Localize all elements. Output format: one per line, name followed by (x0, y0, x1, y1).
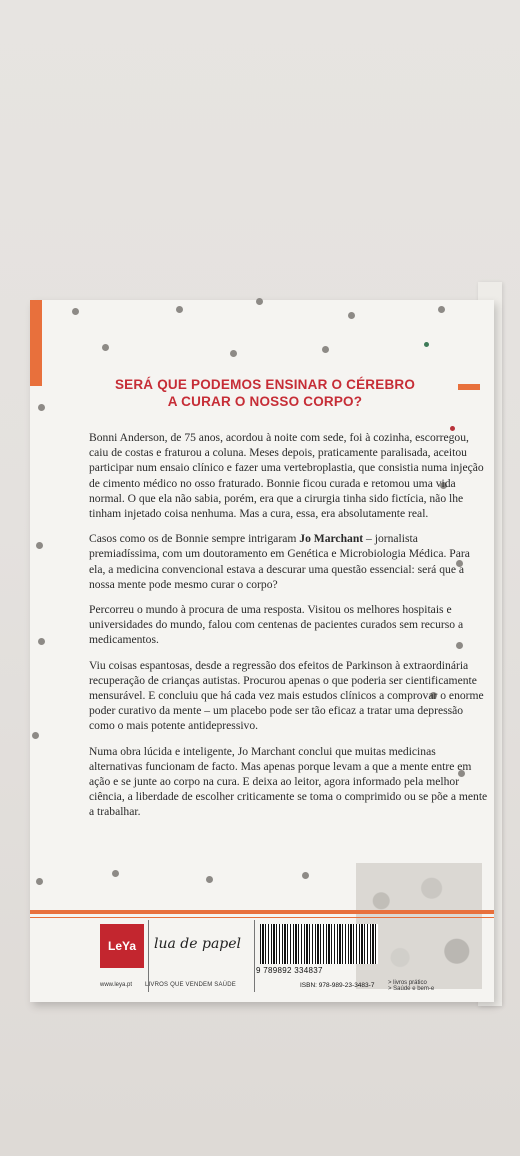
decor-dot (230, 350, 237, 357)
decor-dot (36, 542, 43, 549)
sticker-line-1: > livros prático (388, 980, 427, 986)
decor-dot (102, 344, 109, 351)
orange-accent-right (458, 384, 480, 390)
decor-dot (438, 306, 445, 313)
leya-logo: LeYa (100, 924, 144, 968)
decor-dot (256, 298, 263, 305)
paragraph-2-start: Casos como os de Bonnie sempre intrigaram (89, 532, 300, 546)
paragraph-5: Numa obra lúcida e inteligente, Jo Marchant conclui que muitas medicinas alternativas funcionam de facto. Mas apenas porque levam a que a mente entre em ação e se junte ao corpo na cura. E deixa ao leitor, agora informado pela melhor ciência, a liberdade de escolher criticamente se toma o comprimido ou se põe a mente a trabalhar. (89, 744, 488, 819)
paragraph-3: Percorreu o mundo à procura de uma resposta. Visitou os melhores hospitais e universidades do mundo, falou com centenas de pacientes curados sem recurso a medicamentos. (89, 603, 464, 647)
orange-accent-left (30, 300, 42, 386)
imprint-tagline: LIVROS QUE VENDEM SAÚDE (145, 982, 236, 988)
decor-dot (322, 346, 329, 353)
footer-orange-thin-line (30, 917, 494, 918)
decor-dot-green (424, 342, 429, 347)
publisher-url: www.leya.pt (100, 982, 133, 988)
paragraph-4: Viu coisas espantosas, desde a regressão dos efeitos de Parkinson à extraordinária recuperação de crianças autistas. Procurou apenas o que poderia ser cientificamente mensurável. E concluiu que há cada vez mais estudos clínicos a comprovar o enorme poder curativo da mente – um placebo pode ser tão eficaz a tratar uma depressão como o mais potente antidepressivo. (89, 658, 484, 733)
sticker-text (388, 980, 434, 992)
decor-dot (348, 312, 355, 319)
decor-dot (38, 404, 45, 411)
author-name: Jo Marchant (299, 532, 364, 546)
decor-dot (32, 732, 39, 739)
headline-line-1: SERÁ QUE PODEMOS ENSINAR O CÉREBRO (114, 377, 416, 392)
decor-dot (112, 870, 119, 877)
paragraph-2 (89, 531, 489, 592)
decor-dot (176, 306, 183, 313)
barcode-number: 9 789892 334837 (256, 966, 323, 975)
footer-orange-line (30, 910, 494, 914)
isbn-text: ISBN: 978-989-23-3483-7 (300, 982, 375, 989)
headline (70, 376, 460, 410)
decor-dot (302, 872, 309, 879)
paragraph-2-end: – jornalista premiadíssima, com um doutoramento em Genética e Microbiologia Médica. Para ela, a medicina convencional estava a descurar uma questão essencial: será que a nossa mente pode mesmo curar o corpo? (89, 532, 470, 591)
paragraph-1: Bonni Anderson, de 75 anos, acordou à noite com sede, foi à cozinha, escorregou, caiu de costas e fraturou a coluna. Meses depois, praticamente paralisada, aceitou participar num ensaio clínico e fazer uma vertebroplastia, que consistia numa injeção de cimento médico no osso fraturado. Bonnie ficou curada e retomou uma vida normal. O que ela não sabia, porém, era que a cirurgia tinha sido fictícia, não lhe tinham injetado coisa nenhuma. Mas a cura, essa, era absolutamente real. (89, 431, 484, 521)
decor-dot (72, 308, 79, 315)
blurb-text (89, 430, 489, 830)
decor-dot (206, 876, 213, 883)
barcode (260, 924, 378, 964)
decor-dot (36, 878, 43, 885)
decor-dot (38, 638, 45, 645)
footer-separator (254, 920, 255, 992)
book-back-cover (30, 300, 494, 1002)
sticker-line-2: > Saúde e bem-e (388, 986, 435, 992)
lua-de-papel-logo: lua de papel (154, 936, 242, 952)
headline-line-2: A CURAR O NOSSO CORPO? (167, 394, 363, 409)
